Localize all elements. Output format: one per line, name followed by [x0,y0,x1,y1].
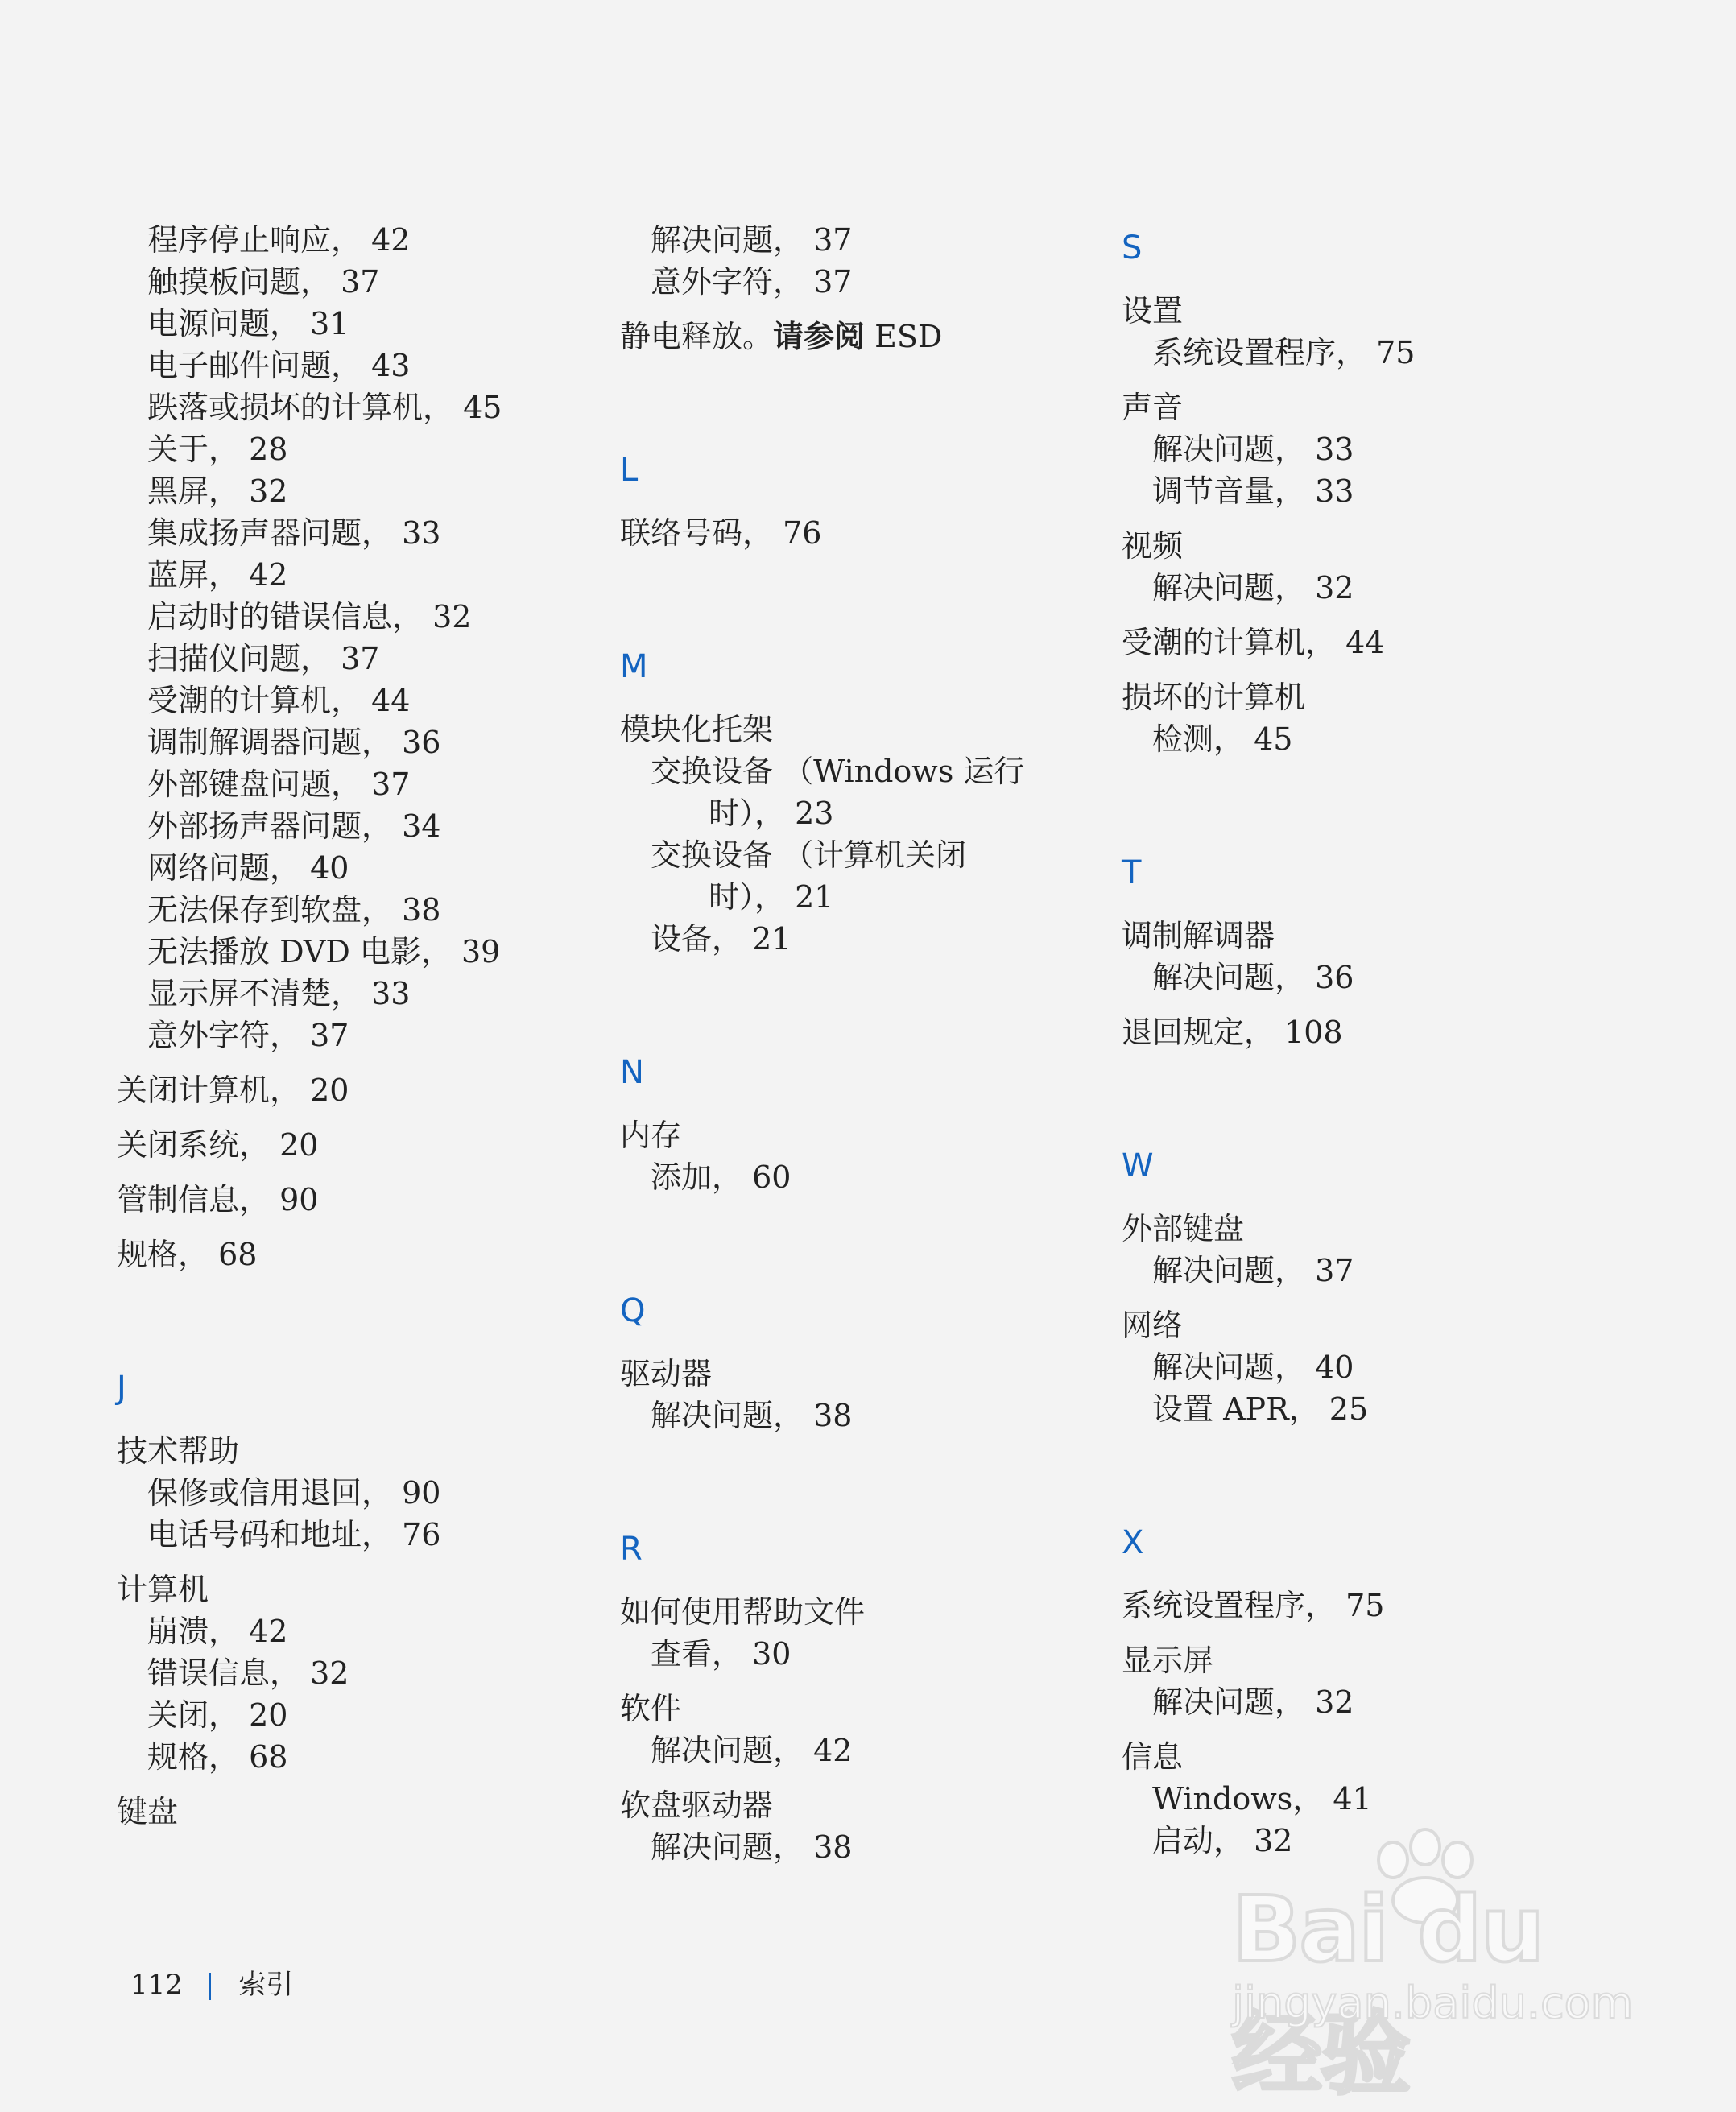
index-letter-heading: N [620,1054,644,1091]
index-letter-heading: X [1122,1524,1144,1561]
index-subentry: 解决问题， 40 [1152,1349,1354,1385]
index-subentry: 解决问题， 37 [651,222,853,258]
index-entry: 系统设置程序， 75 [1122,1588,1385,1623]
index-entry: 内存 [620,1118,682,1153]
index-entry: 退回规定， 108 [1122,1015,1343,1050]
index-subentry: 网络问题， 40 [147,850,349,886]
index-subentry: 无法播放 DVD 电影， 39 [147,934,501,969]
index-subentry-continuation: 时）， 23 [709,796,834,831]
index-subentry: 解决问题， 33 [1152,432,1354,467]
index-entry: 信息 [1122,1739,1184,1775]
watermark-brand: Bai du 经验 [1232,1878,1544,2107]
index-subentry: 电子邮件问题， 43 [147,348,411,383]
index-subentry: 解决问题， 42 [651,1733,853,1768]
index-letter-heading: L [620,452,639,489]
index-entry: 网络 [1122,1308,1184,1343]
index-subentry: 关于， 28 [147,432,288,467]
index-entry: 损坏的计算机 [1122,680,1306,715]
watermark-url: jingyan.baidu.com [1232,1978,1634,2028]
index-entry-cross-reference [620,316,1103,358]
index-column-1 [117,219,600,1833]
index-subentry: 关闭， 20 [147,1697,288,1733]
index-subentry: 设置 APR， 25 [1152,1391,1369,1427]
index-column-3 [1122,219,1605,1862]
index-subentry: 崩溃， 42 [147,1614,288,1649]
index-subentry: 设备， 21 [651,921,792,957]
index-subentry: 解决问题， 37 [1152,1253,1354,1288]
index-subentry: 外部扬声器问题， 34 [147,808,441,844]
index-entry: 关闭计算机， 20 [117,1073,349,1108]
index-subentry: 交换设备 （计算机关闭 [651,837,967,873]
index-subentry: 解决问题， 38 [651,1398,853,1433]
index-letter-heading: Q [620,1292,646,1329]
section-name: 索引 [238,1969,294,2001]
index-letter-heading: W [1122,1147,1154,1184]
index-entry: 调制解调器 [1122,918,1275,953]
index-subentry: 跌落或损坏的计算机， 45 [147,390,502,425]
index-entry: 软件 [620,1691,682,1726]
index-entry: 外部键盘 [1122,1211,1245,1246]
index-entry: 受潮的计算机， 44 [1122,625,1385,660]
index-subentry: 解决问题， 38 [651,1829,853,1865]
index-subentry: 交换设备 （Windows 运行 [651,754,1025,789]
index-entry: 软盘驱动器 [620,1788,774,1823]
index-subentry: 解决问题， 36 [1152,960,1354,995]
index-entry: 显示屏 [1122,1643,1214,1678]
index-subentry: 解决问题， 32 [1152,570,1354,605]
index-subentry: 解决问题， 32 [1152,1684,1354,1720]
entry-term: 静电释放。 [620,319,774,354]
index-subentry: 检测， 45 [1152,721,1293,757]
index-column-2 [620,219,1103,1868]
index-subentry: 启动时的错误信息， 32 [147,599,472,634]
index-subentry: 受潮的计算机， 44 [147,683,411,718]
see-also-target: ESD [874,319,943,354]
index-subentry: 调制解调器问题， 36 [147,725,441,760]
index-letter-heading: S [1122,229,1143,267]
index-subentry: 查看， 30 [651,1636,792,1672]
index-subentry: 扫描仪问题， 37 [147,641,380,676]
index-entry: 技术帮助 [117,1433,240,1469]
footer-separator: | [205,1969,215,2001]
index-entry: 规格， 68 [117,1237,258,1272]
index-entry: 视频 [1122,528,1184,564]
index-subentry: 集成扬声器问题， 33 [147,515,441,551]
index-subentry: 启动， 32 [1152,1823,1293,1858]
index-entry: 如何使用帮助文件 [620,1594,866,1630]
see-also-label: 请参阅 [773,318,866,354]
index-subentry: 电话号码和地址， 76 [147,1517,441,1552]
index-subentry: 程序停止响应， 42 [147,222,411,258]
page-footer [130,1965,293,2005]
index-subentry: 添加， 60 [651,1159,792,1195]
index-entry: 管制信息， 90 [117,1182,319,1217]
index-subentry: 调节音量， 33 [1152,473,1354,509]
index-entry: 声音 [1122,390,1184,425]
index-entry: 计算机 [117,1572,209,1607]
index-subentry: 触摸板问题， 37 [147,264,380,300]
index-entry: 设置 [1122,293,1184,329]
index-letter-heading: R [620,1531,643,1568]
index-subentry: 保修或信用退回， 90 [147,1475,441,1511]
index-subentry: 规格， 68 [147,1739,288,1775]
index-letter-heading: M [620,648,648,685]
index-subentry-continuation: 时）， 21 [709,879,834,915]
index-subentry: 外部键盘问题， 37 [147,767,411,802]
page-number: 112 [130,1969,183,2001]
index-subentry: 电源问题， 31 [147,306,349,341]
index-subentry: 无法保存到软盘， 38 [147,892,441,928]
index-subentry: 蓝屏， 42 [147,557,288,593]
index-subentry: 显示屏不清楚， 33 [147,976,411,1011]
index-letter-heading: T [1122,854,1142,891]
index-entry: 模块化托架 [620,712,774,747]
index-entry: 驱动器 [620,1356,713,1391]
index-entry: 联络号码， 76 [620,515,822,551]
index-subentry: 黑屏， 32 [147,473,288,509]
baidu-jingyan-watermark [1232,1828,1651,2107]
index-subentry: 意外字符， 37 [651,264,853,300]
index-subentry: 错误信息， 32 [147,1655,349,1691]
index-subentry: 系统设置程序， 75 [1152,335,1416,370]
index-letter-heading: J [117,1370,126,1407]
index-entry: 关闭系统， 20 [117,1127,319,1163]
index-entry: 键盘 [117,1794,179,1829]
index-subentry: Windows， 41 [1152,1781,1372,1816]
index-subentry: 意外字符， 37 [147,1018,349,1053]
